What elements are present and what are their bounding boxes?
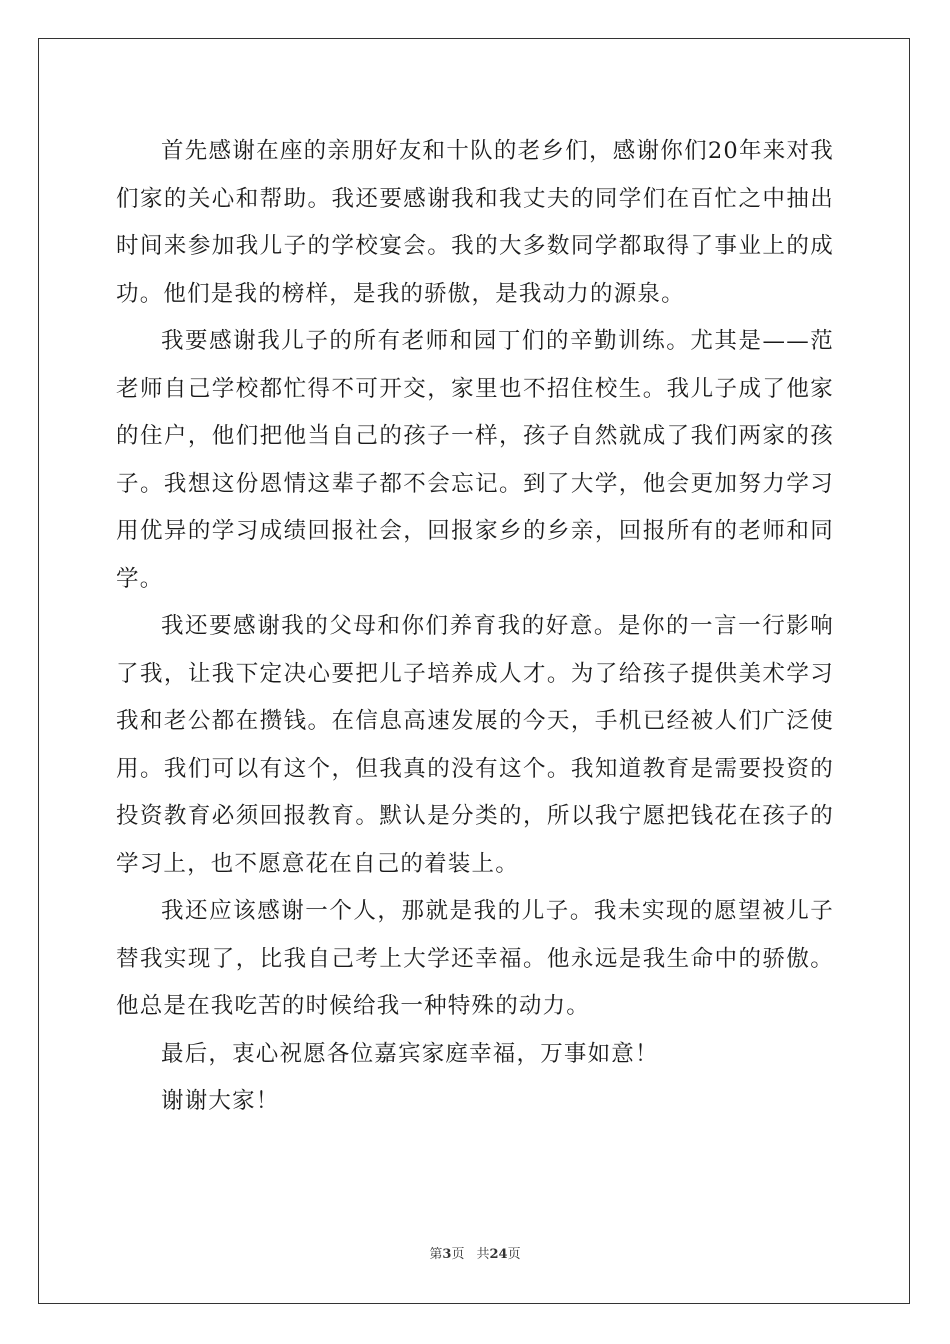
page-footer [0, 1243, 950, 1262]
paragraph-thanks-friends: 首先感谢在座的亲朋好友和十队的老乡们，感谢你们20年来对我们家的关心和帮助。我还要感谢我和我丈夫的同学们在百忙之中抽出时间来参加我儿子的学校宴会。我的大多数同学都取得了事业上的成功。他们是我的榜样，是我的骄傲，是我动力的源泉。 [116, 138, 834, 307]
paragraph-blessing: 最后，衷心祝愿各位嘉宾家庭幸福，万事如意！ [161, 1040, 659, 1067]
paragraph-closing: 谢谢大家！ [161, 1088, 280, 1114]
page-suffix: 页 [451, 1247, 465, 1262]
total-suffix: 页 [507, 1247, 521, 1262]
page-number: 3 [442, 1247, 452, 1262]
page-prefix: 第 [429, 1247, 443, 1262]
total-pages: 24 [489, 1247, 508, 1262]
total-prefix: 共 [476, 1247, 490, 1262]
paragraph-thanks-son: 我还应该感谢一个人，那就是我的儿子。我未实现的愿望被儿子替我实现了，比我自己考上大学还幸福。他永远是我生命中的骄傲。他总是在我吃苦的时候给我一种特殊的动力。 [116, 898, 834, 1019]
paragraph-thanks-parents: 我还要感谢我的父母和你们养育我的好意。是你的一言一行影响了我，让我下定决心要把儿子培养成人才。为了给孩子提供美术学习我和老公都在攒钱。在信息高速发展的今天，手机已经被人们广泛使用。我们可以有这个，但我真的没有这个。我知道教育是需要投资的投资教育必须回报教育。默认是分类的，所以我宁愿把钱花在孩子的学习上，也不愿意花在自己的着装上。 [116, 613, 834, 877]
document-body [116, 128, 834, 1126]
paragraph-thanks-teachers: 我要感谢我儿子的所有老师和园丁们的辛勤训练。尤其是——范老师自己学校都忙得不可开交，家里也不招住校生。我儿子成了他家的住户，他们把他当自己的孩子一样，孩子自然就成了我们两家的孩子。我想这份恩情这辈子都不会忘记。到了大学，他会更加努力学习用优异的学习成绩回报社会，回报家乡的乡亲，回报所有的老师和同学。 [116, 328, 834, 592]
